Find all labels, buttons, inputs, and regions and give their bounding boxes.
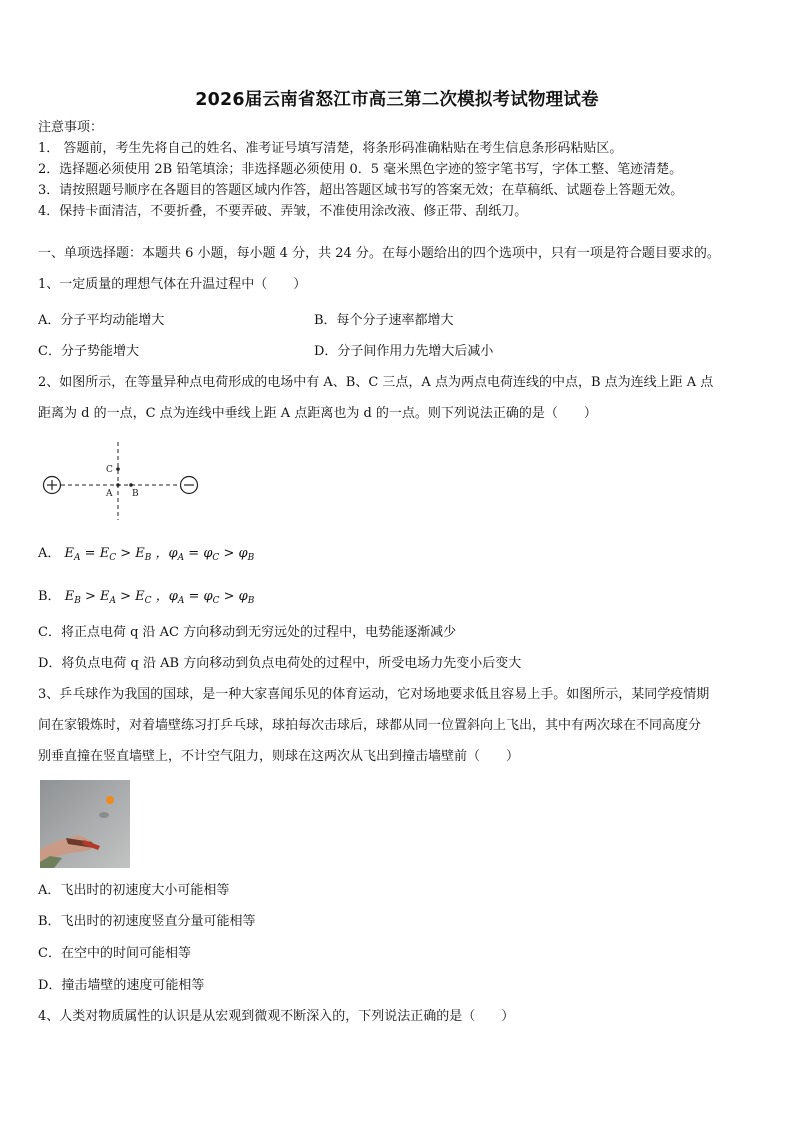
notice-item-2: 2．选择题必须使用 2B 铅笔填涂；非选择题必须使用 0．5 毫米黑色字迹的签字笔书写，字体工整、笔迹清楚。 [38,162,683,177]
label-c: C [106,465,113,475]
point-b [129,483,133,487]
electric-field-figure [38,440,208,522]
ball-shadow [99,812,109,818]
point-a [116,483,120,487]
q1-option-c: C．分子势能增大 [38,344,139,359]
q3-stem-line-3: 别垂直撞在竖直墙壁上，不计空气阻力，则球在这两次从飞出到撞击墙壁前（ ） [38,749,520,764]
q3-stem-line-2: 间在家锻炼时，对着墙壁练习打乒乓球，球拍每次击球后，球都从同一位置斜向上飞出，其中有两次球在不同高度分 [38,718,702,733]
q1-option-b: B．每个分子速率都增大 [314,313,454,328]
q2-option-a-formula: $E_A = E_C > E_B$ ，$\varphi_A = \varphi_C > \varphi_B$ [64,546,255,563]
label-a: A [106,489,113,499]
q2-option-d: D．将负点电荷 q 沿 AB 方向移动到负点电荷处的过程中，所受电场力先变小后变大 [38,656,522,671]
notice-item-3: 3．请按照题号顺序在各题目的答题区域内作答，超出答题区域书写的答案无效；在草稿纸、试题卷上答题无效。 [38,183,684,198]
q2-stem-line-2: 距离为 d 的一点，C 点为连线中垂线上距 A 点距离也为 d 的一点。则下列说法正确的是（ ） [38,406,597,421]
q2-stem-line-1: 2、如图所示，在等量异种点电荷形成的电场中有 A、B、C 三点，A 点为两点电荷连线的中点，B 点为连线上距 A 点 [38,375,714,390]
q3-stem-line-1: 3、乒乓球作为我国的国球，是一种大家喜闻乐见的体育运动，它对场地要求低且容易上手。如图所示，某同学疫情期 [38,687,710,702]
notice-heading: 注意事项： [38,120,104,135]
notice-item-1: 1． 答题前，考生先将自己的姓名、准考证号填写清楚，将条形码准确粘贴在考生信息条形码粘贴区。 [38,141,623,156]
section-heading: 一、单项选择题：本题共 6 小题，每小题 4 分，共 24 分。在每小题给出的四个选项中，只有一项是符合题目要求的。 [38,246,720,261]
q2-option-b-formula: $E_B > E_A > E_C$ ，$\varphi_A = \varphi_C > \varphi_B$ [64,589,255,606]
q2-option-a [38,546,254,566]
q1-option-d: D．分子间作用力先增大后减小 [314,344,494,359]
q2-option-b [38,589,254,609]
q3-option-a: A．飞出时的初速度大小可能相等 [38,883,230,898]
label-b: B [132,489,139,499]
q3-option-b: B．飞出时的初速度竖直分量可能相等 [38,914,256,929]
ping-pong-ball-icon [106,796,114,804]
q2-option-c: C．将正点电荷 q 沿 AC 方向移动到无穷远处的过程中，电势能逐渐减少 [38,625,457,640]
point-c [116,467,120,471]
q2-option-a-prefix: A． [38,546,61,561]
ping-pong-photo [40,780,130,868]
q1-option-a: A．分子平均动能增大 [38,313,165,328]
page-title: 2026届云南省怒江市高三第二次模拟考试物理试卷 [195,90,599,110]
notice-item-4: 4．保持卡面清洁，不要折叠，不要弄破、弄皱，不准使用涂改液、修正带、刮纸刀。 [38,204,528,219]
q3-option-d: D．撞击墙壁的速度可能相等 [38,978,205,993]
q4-stem: 4、人类对物质属性的认识是从宏观到微观不断深入的，下列说法正确的是（ ） [38,1009,515,1024]
q3-option-c: C．在空中的时间可能相等 [38,946,191,961]
q2-option-b-prefix: B． [38,589,61,604]
q1-stem: 1、一定质量的理想气体在升温过程中（ ） [38,277,307,292]
